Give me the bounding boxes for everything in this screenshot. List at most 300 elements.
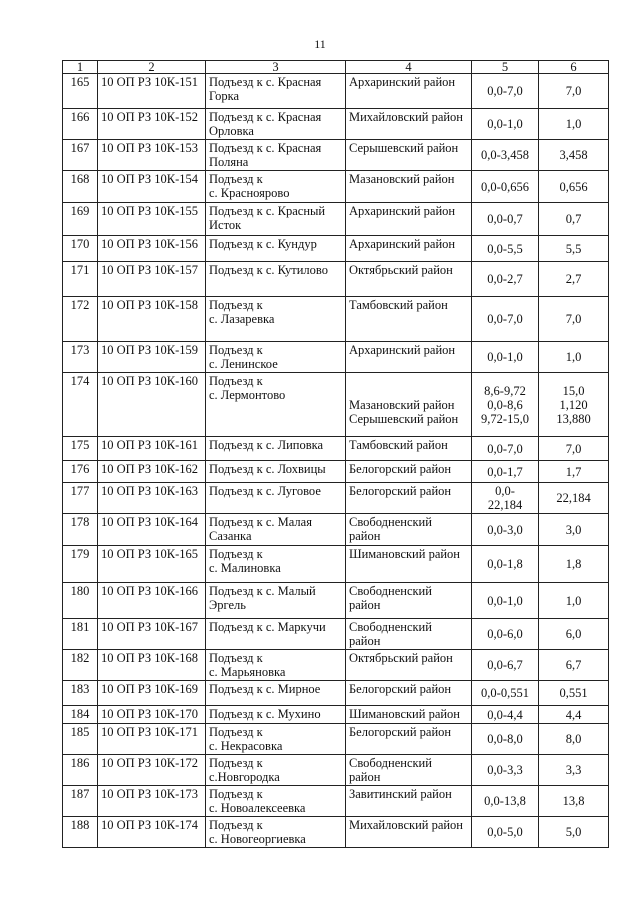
km-range-line: 0,0-1,7 [487,464,523,479]
road-code: 10 ОП РЗ 10К-151 [98,74,206,109]
row-number: 184 [63,706,98,724]
district [346,786,472,817]
table-row [63,437,609,461]
km-range-line: 0,0-1,0 [487,593,523,608]
length [539,461,609,483]
km-range [472,373,539,437]
length [539,74,609,109]
district [346,171,472,203]
district-line: Мазановский район [349,397,455,412]
district-line: Октябрьский район [349,651,453,665]
table-row [63,483,609,514]
road-name [206,619,346,650]
road-name [206,706,346,724]
header-row [63,61,609,74]
length [539,483,609,514]
length-line: 1,120 [559,397,588,412]
road-code: 10 ОП РЗ 10К-164 [98,514,206,546]
road-name-line: Подъезд к с. Маркучи [209,620,326,634]
km-range-line: 0,0-1,0 [487,117,523,131]
table-row [63,786,609,817]
table-row [63,236,609,262]
road-name [206,74,346,109]
district-line: район [349,529,381,543]
length-line: 13,880 [556,411,591,426]
km-range [472,109,539,140]
road-code: 10 ОП РЗ 10К-160 [98,373,206,437]
district [346,461,472,483]
km-range [472,262,539,297]
road-code: 10 ОП РЗ 10К-172 [98,755,206,786]
km-range-line: 0,0-4,4 [487,707,523,722]
district [346,109,472,140]
row-number: 181 [63,619,98,650]
km-range-line: 0,0-2,7 [487,272,523,286]
road-name-line: Подъезд к с. Липовка [209,438,324,452]
length [539,109,609,140]
km-range-line: 0,0-8,0 [487,732,523,746]
district-line: Белогорский район [349,462,452,476]
length-line: 1,8 [565,557,582,571]
km-range-line: 0,0-5,0 [487,825,523,839]
km-range-line: 0,0-5,5 [487,241,523,256]
district [346,373,472,437]
road-name [206,724,346,755]
road-name [206,140,346,171]
road-name-line: Подъезд к [209,725,263,739]
table-row [63,140,609,171]
length-line: 3,458 [559,148,588,162]
table-row [63,171,609,203]
district-line: Октябрьский район [349,263,453,277]
length [539,373,609,437]
road-code: 10 ОП РЗ 10К-161 [98,437,206,461]
row-number: 177 [63,483,98,514]
table-row [63,546,609,583]
length-line: 5,0 [565,825,582,839]
road-name [206,109,346,140]
km-range [472,297,539,342]
row-number: 178 [63,514,98,546]
length-line: 7,0 [565,441,582,456]
road-name-line: Подъезд к [209,298,263,312]
row-number: 185 [63,724,98,755]
district [346,203,472,236]
road-name-line: Орловка [209,124,254,138]
road-name [206,262,346,297]
road-name [206,546,346,583]
road-name [206,236,346,262]
road-code: 10 ОП РЗ 10К-156 [98,236,206,262]
road-name-line: Подъезд к [209,787,263,801]
road-code: 10 ОП РЗ 10К-152 [98,109,206,140]
road-name-line: Подъезд к [209,547,263,561]
district [346,483,472,514]
district-line: Белогорский район [349,484,452,498]
district [346,706,472,724]
km-range [472,724,539,755]
road-name [206,583,346,619]
km-range-line: 0,0-6,0 [487,627,523,641]
district-line: Свободненский [349,515,432,529]
length [539,297,609,342]
length-line: 22,184 [556,491,591,505]
district [346,262,472,297]
row-number: 166 [63,109,98,140]
length [539,546,609,583]
row-number: 186 [63,755,98,786]
district [346,755,472,786]
table-row [63,650,609,681]
length-line: 0,551 [559,686,588,700]
district-line: Серышевский район [349,411,459,426]
header-col-6: 6 [539,61,609,74]
road-code: 10 ОП РЗ 10К-154 [98,171,206,203]
road-name-line: Подъезд к [209,756,263,770]
road-code: 10 ОП РЗ 10К-171 [98,724,206,755]
km-range-line: 22,184 [487,498,523,512]
road-name [206,786,346,817]
road-name [206,755,346,786]
road-name-line: Подъезд к с. Красная [209,110,322,124]
road-name-line: Подъезд к с. Малый [209,584,316,598]
road-name-line: Подъезд к с. Мирное [209,682,321,696]
road-name-line: Подъезд к [209,343,263,357]
road-code: 10 ОП РЗ 10К-174 [98,817,206,848]
district-line: Шимановский район [349,707,460,721]
km-range-line: 0,0-1,8 [487,557,523,571]
road-name [206,461,346,483]
length [539,681,609,706]
road-code: 10 ОП РЗ 10К-168 [98,650,206,681]
length [539,786,609,817]
km-range [472,619,539,650]
road-code: 10 ОП РЗ 10К-155 [98,203,206,236]
row-number: 168 [63,171,98,203]
km-range [472,817,539,848]
table-row [63,619,609,650]
row-number: 188 [63,817,98,848]
header-col-1: 1 [63,61,98,74]
km-range [472,755,539,786]
district-line: Свободненский [349,584,432,598]
table-row [63,583,609,619]
length-line: 5,5 [565,241,582,256]
km-range [472,681,539,706]
road-code: 10 ОП РЗ 10К-166 [98,583,206,619]
table-row [63,755,609,786]
road-code: 10 ОП РЗ 10К-170 [98,706,206,724]
road-code: 10 ОП РЗ 10К-162 [98,461,206,483]
road-name-line: Подъезд к с. Красная [209,75,322,89]
district [346,546,472,583]
length [539,236,609,262]
road-name-line: Исток [209,218,242,232]
road-name-line: Подъезд к с. Кундур [209,237,317,251]
table-row [63,817,609,848]
length-line: 7,0 [565,84,582,98]
roads-table [62,60,609,848]
district-line: Архаринский район [349,343,456,357]
table-row [63,461,609,483]
km-range [472,74,539,109]
road-name [206,437,346,461]
road-name-line: Поляна [209,155,249,169]
table-row [63,706,609,724]
km-range [472,437,539,461]
length-line: 1,0 [565,593,582,608]
road-name-line: Подъезд к с. Малая [209,515,312,529]
table-row [63,109,609,140]
km-range [472,483,539,514]
km-range-line: 0,0-3,0 [487,522,523,537]
district [346,619,472,650]
road-name [206,203,346,236]
road-code: 10 ОП РЗ 10К-158 [98,297,206,342]
km-range [472,342,539,373]
district-line: Белогорский район [349,682,452,696]
row-number: 176 [63,461,98,483]
district-line: Тамбовский район [349,298,448,312]
road-name-line: Подъезд к [209,818,263,832]
district-line: Завитинский район [349,787,452,801]
road-name-line: Подъезд к с. Красный [209,204,326,218]
km-range-line: 0,0-7,0 [487,441,523,456]
road-name-line: Подъезд к [209,172,263,186]
road-name [206,817,346,848]
km-range-line: 0,0-1,0 [487,350,523,364]
length [539,342,609,373]
district-line: Шимановский район [349,547,460,561]
district-line: район [349,598,381,612]
road-code: 10 ОП РЗ 10К-173 [98,786,206,817]
road-name-line: Эргель [209,598,246,612]
road-name-line: с. Лермонтово [209,388,286,402]
km-range [472,171,539,203]
road-code: 10 ОП РЗ 10К-157 [98,262,206,297]
district-line: Свободненский [349,756,432,770]
road-name-line: Подъезд к с. Кутилово [209,263,328,277]
km-range [472,461,539,483]
road-name-line: с. Новоалексеевка [209,801,306,815]
length-line: 2,7 [565,272,582,286]
district-line: Свободненский [349,620,432,634]
road-name-line: с. Малиновка [209,561,281,575]
road-name-line: Подъезд к с. Красная [209,141,322,155]
spacer [349,384,468,398]
road-code: 10 ОП РЗ 10К-163 [98,483,206,514]
length-line: 7,0 [565,312,582,326]
page-number: 11 [314,37,326,51]
district [346,342,472,373]
header-col-5: 5 [472,61,539,74]
district-line: Белогорский район [349,725,452,739]
length [539,650,609,681]
length-line: 3,0 [565,522,582,537]
district-line: Архаринский район [349,237,456,251]
length-line: 6,0 [565,627,582,641]
road-name-line: Подъезд к с. Лохвицы [209,462,326,476]
road-name-line: с.Новгородка [209,770,280,784]
district [346,817,472,848]
header-col-3: 3 [206,61,346,74]
table-row [63,74,609,109]
km-range-line: 0,0-7,0 [487,312,523,326]
length-line: 6,7 [565,658,582,672]
row-number: 180 [63,583,98,619]
km-range-line: 0,0-7,0 [487,84,523,98]
table-row [63,262,609,297]
km-range [472,236,539,262]
district-line: Архаринский район [349,75,456,89]
length-line: 1,0 [565,350,582,364]
road-name [206,373,346,437]
row-number: 171 [63,262,98,297]
district-line: Михайловский район [349,110,463,124]
road-name-line: Горка [209,89,240,103]
length-line: 15,0 [562,383,585,398]
district-line: Михайловский район [349,818,463,832]
header-col-4: 4 [346,61,472,74]
table-body [63,74,609,848]
district [346,724,472,755]
district-line: Серышевский район [349,141,459,155]
district [346,437,472,461]
district [346,650,472,681]
row-number: 183 [63,681,98,706]
road-name-line: Подъезд к с. Мухино [209,707,321,721]
road-name-line: Подъезд к с. Луговое [209,484,321,498]
header-col-2: 2 [98,61,206,74]
road-name [206,681,346,706]
district-line: Мазановский район [349,172,455,186]
road-name [206,514,346,546]
km-range-line: 8,6-9,72 [484,383,526,398]
row-number: 182 [63,650,98,681]
road-name [206,650,346,681]
km-range-line: 0,0- [495,484,515,498]
row-number: 165 [63,74,98,109]
row-number: 172 [63,297,98,342]
row-number: 174 [63,373,98,437]
road-name [206,297,346,342]
district-line: Архаринский район [349,204,456,218]
km-range-line: 0,0-0,7 [487,212,523,226]
table-row [63,203,609,236]
row-number: 175 [63,437,98,461]
length [539,755,609,786]
table-row [63,297,609,342]
length [539,171,609,203]
road-code: 10 ОП РЗ 10К-165 [98,546,206,583]
road-name [206,171,346,203]
km-range-line: 0,0-0,656 [481,179,529,194]
km-range-line: 9,72-15,0 [481,411,529,426]
road-name [206,342,346,373]
km-range [472,583,539,619]
road-name-line: с. Некрасовка [209,739,283,753]
road-name [206,483,346,514]
km-range-line: 0,0-0,551 [481,686,529,700]
km-range [472,514,539,546]
km-range-line: 0,0-3,458 [481,148,529,162]
district-line: район [349,770,381,784]
length [539,817,609,848]
row-number: 170 [63,236,98,262]
district [346,140,472,171]
length-line: 0,656 [559,179,588,194]
length-line: 1,7 [565,464,582,479]
road-name-line: с. Ленинское [209,357,278,371]
road-code: 10 ОП РЗ 10К-159 [98,342,206,373]
table-row [63,514,609,546]
district [346,514,472,546]
road-name-line: Сазанка [209,529,252,543]
km-range [472,650,539,681]
table-row [63,681,609,706]
km-range-line: 0,0-3,3 [487,763,523,777]
district-line: Тамбовский район [349,438,448,452]
row-number: 173 [63,342,98,373]
km-range [472,786,539,817]
district-line: район [349,634,381,648]
km-range [472,140,539,171]
km-range [472,546,539,583]
road-code: 10 ОП РЗ 10К-153 [98,140,206,171]
length-line: 1,0 [565,117,582,131]
road-code: 10 ОП РЗ 10К-169 [98,681,206,706]
length [539,437,609,461]
district [346,236,472,262]
road-name-line: Подъезд к [209,651,263,665]
table-row [63,724,609,755]
length [539,140,609,171]
length-line: 13,8 [562,794,585,808]
length [539,706,609,724]
km-range [472,706,539,724]
km-range-line: 0,0-13,8 [484,794,526,808]
row-number: 179 [63,546,98,583]
road-code: 10 ОП РЗ 10К-167 [98,619,206,650]
length [539,583,609,619]
road-name-line: с. Лазаревка [209,312,275,326]
district [346,681,472,706]
length [539,203,609,236]
length-line: 4,4 [565,707,582,722]
district [346,74,472,109]
row-number: 167 [63,140,98,171]
road-name-line: с. Новогеоргиевка [209,832,306,846]
row-number: 187 [63,786,98,817]
road-name-line: с. Красноярово [209,186,290,200]
length-line: 3,3 [565,763,582,777]
km-range-line: 0,0-6,7 [487,658,523,672]
length [539,619,609,650]
table-row [63,373,609,437]
km-range-line: 0,0-8,6 [487,397,523,412]
length [539,724,609,755]
length [539,262,609,297]
km-range [472,203,539,236]
district [346,583,472,619]
table-row [63,342,609,373]
length [539,514,609,546]
road-name-line: с. Марьяновка [209,665,286,679]
district [346,297,472,342]
row-number: 169 [63,203,98,236]
length-line: 8,0 [565,732,582,746]
length-line: 0,7 [565,212,582,226]
